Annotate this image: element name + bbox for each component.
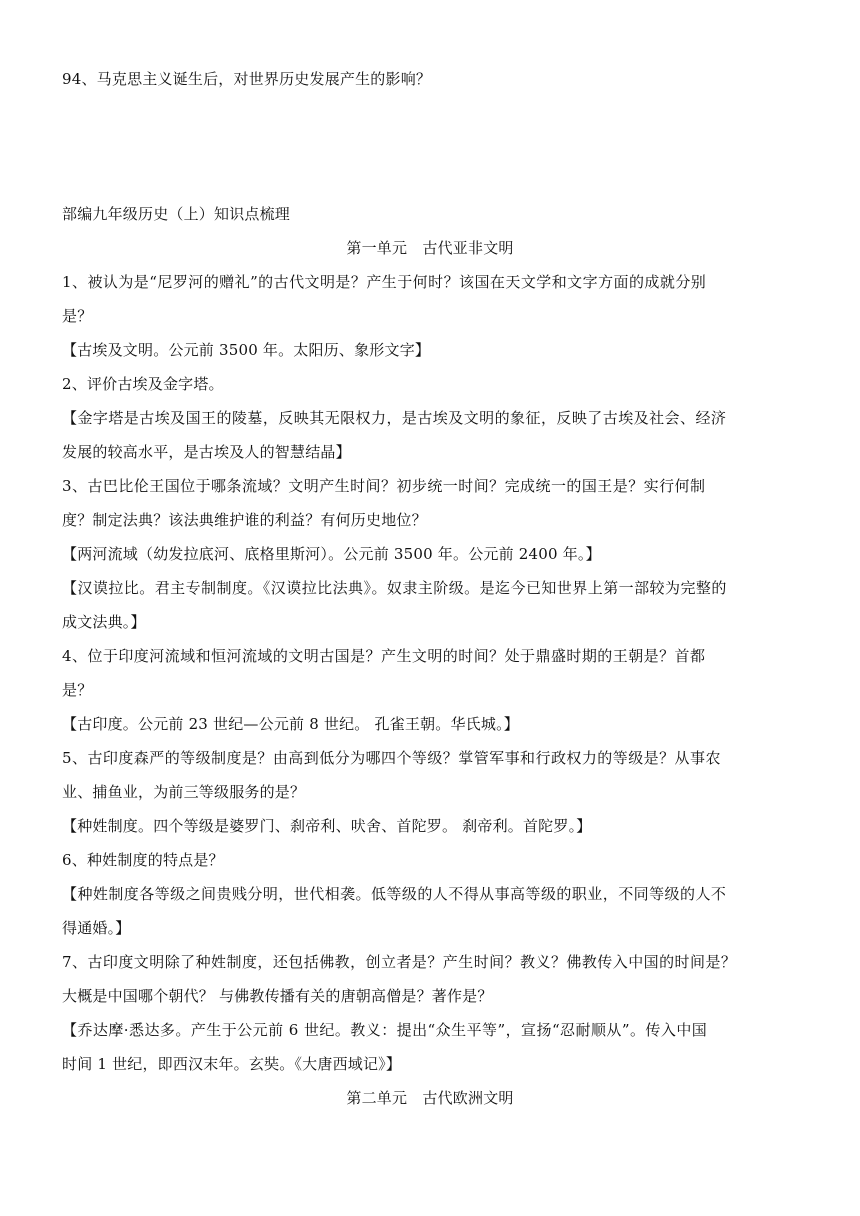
question-3-line-2: 度？制定法典？该法典维护谁的利益？有何历史地位？ [62,511,427,529]
answer-4: 【古印度。公元前 23 世纪—公元前 8 世纪。 孔雀王朝。华氏城。】 [62,715,519,733]
question-4-line-1: 4、位于印度河流域和恒河流域的文明古国是？产生文明的时间？处于鼎盛时期的王朝是？首都 [62,647,706,665]
question-7-line-2: 大概是中国哪个朝代？ 与佛教传播有关的唐朝高僧是？著作是？ [62,987,493,1005]
answer-7-line-2: 时间 1 世纪，即西汉末年。玄奘。《大唐西域记》】 [62,1055,402,1073]
unit-1-heading: 第一单元 古代亚非文明 [346,239,514,257]
document-title: 部编九年级历史（上）知识点梳理 [62,205,291,223]
question-6: 6、种姓制度的特点是？ [62,851,224,869]
unit-2-heading: 第二单元 古代欧洲文明 [346,1089,514,1107]
answer-2-line-1: 【金字塔是古埃及国王的陵墓，反映其无限权力，是古埃及文明的象征，反映了古埃及社会、经济 [62,409,727,427]
question-1-line-2: 是？ [62,307,93,325]
answer-3a: 【两河流域（幼发拉底河、底格里斯河）。公元前 3500 年。公元前 2400 年。】 [62,545,601,563]
answer-5: 【种姓制度。四个等级是婆罗门、刹帝利、吠舍、首陀罗。 刹帝利。首陀罗。】 [62,817,592,835]
question-7-line-1: 7、古印度文明除了种姓制度，还包括佛教，创立者是？产生时间？教义？佛教传入中国的时间是？ [62,953,737,971]
question-1-line-1: 1、被认为是“尼罗河的赠礼”的古代文明是？产生于何时？该国在天文学和文字方面的成就分别 [62,273,707,291]
question-4-line-2: 是？ [62,681,93,699]
answer-2-line-2: 发展的较高水平，是古埃及人的智慧结晶】 [62,443,351,461]
answer-3b-line-1: 【汉谟拉比。君主专制制度。《汉谟拉比法典》。奴隶主阶级。是迄今已知世界上第一部较为完整的 [62,579,727,597]
answer-7-line-1: 【乔达摩·悉达多。产生于公元前 6 世纪。教义：提出“众生平等”，宣扬“忍耐顺从”。传入中国 [62,1021,708,1039]
question-2: 2、评价古埃及金字塔。 [62,375,224,393]
question-5-line-2: 业、捕鱼业，为前三等级服务的是？ [62,783,306,801]
answer-6-line-2: 得通婚。】 [62,919,131,937]
answer-1: 【古埃及文明。公元前 3500 年。太阳历、象形文字】 [62,341,431,359]
answer-6-line-1: 【种姓制度各等级之间贵贱分明，世代相袭。低等级的人不得从事高等级的职业，不同等级的人不 [62,885,727,903]
question-94: 94、马克思主义诞生后，对世界历史发展产生的影响？ [62,70,432,88]
question-5-line-1: 5、古印度森严的等级制度是？由高到低分为哪四个等级？掌管军事和行政权力的等级是？从事农 [62,749,721,767]
answer-3b-line-2: 成文法典。】 [62,613,146,631]
question-3-line-1: 3、古巴比伦王国位于哪条流域？文明产生时间？初步统一时间？完成统一的国王是？实行何制 [62,477,706,495]
